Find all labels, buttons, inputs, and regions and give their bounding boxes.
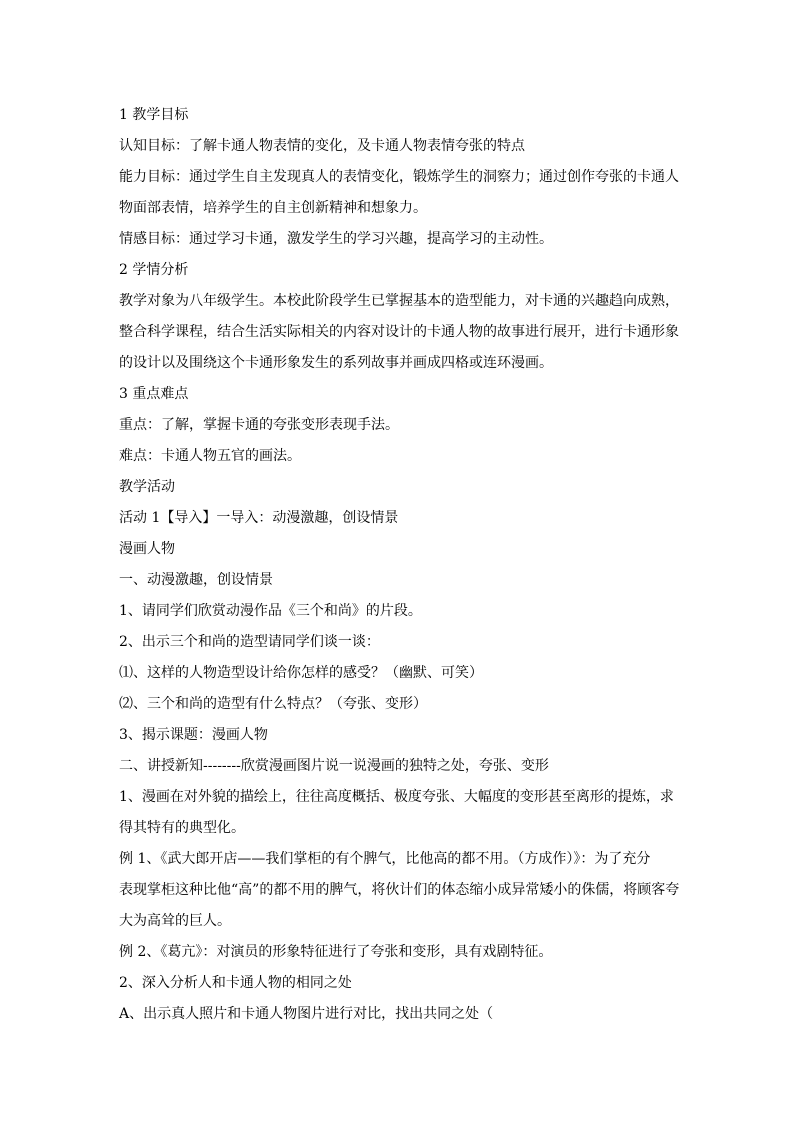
paragraph-key-point: 重点：了解，掌握卡通的夸张变形表现手法。 [119, 417, 399, 433]
paragraph-activity-1: 活动 1【导入】一导入：动漫激趣，创设情景 [119, 510, 399, 526]
list-item-a: A、出示真人照片和卡通人物图片进行对比，找出共同之处（ [119, 1006, 494, 1022]
heading-student-analysis: 2 学情分析 [119, 262, 189, 278]
list-item-3: 3、揭示课题：漫画人物 [119, 727, 268, 743]
heading-section-one: 一、动漫激趣，创设情景 [119, 572, 273, 588]
paragraph-example-2: 例 2、《葛亢》：对演员的形象特征进行了夸张和变形，具有戏剧特征。 [119, 944, 553, 960]
document-body [119, 100, 679, 1030]
paragraph-student-analysis: 教学对象为八年级学生。本校此阶段学生已掌握基本的造型能力，对卡通的兴趣趋向成熟， 整合科学课程，结合生活实际相关的内容对设计的卡通人物的故事进行展开，进行卡通形象 的设计以及围绕这个卡通形象发生的系列故事并画成四格或连环漫画。 [119, 293, 679, 371]
list-item-1: 1、请同学们欣赏动漫作品《三个和尚》的片段。 [119, 603, 422, 619]
heading-key-points: 3 重点难点 [119, 386, 189, 402]
paragraph-cognitive-goal: 认知目标：了解卡通人物表情的变化，及卡通人物表情夸张的特点 [119, 138, 525, 154]
paragraph-lesson-title: 漫画人物 [119, 541, 175, 557]
paragraph-example-1: 例 1、《武大郎开店——我们掌柜的有个脾气，比他高的都不用。（方成作）》：为了充分 表现掌柜这种比他“高”的都不用的脾气，将伙计们的体态缩小成异常矮小的侏儒，将顾客夸 大为高耸的巨人。 [119, 851, 680, 929]
paragraph-ability-goal: 能力目标：通过学生自主发现真人的表情变化，锻炼学生的洞察力；通过创作夸张的卡通人 物面部表情，培养学生的自主创新精神和想象力。 [119, 169, 679, 216]
heading-section-two: 二、讲授新知--------欣赏漫画图片说一说漫画的独特之处，夸张、变形 [119, 758, 549, 774]
heading-teaching-activities: 教学活动 [119, 479, 175, 495]
paragraph-emotion-goal: 情感目标：通过学习卡通，激发学生的学习兴趣，提高学习的主动性。 [119, 231, 553, 247]
paragraph-difficulty: 难点：卡通人物五官的画法。 [119, 448, 301, 464]
heading-teaching-goals: 1 教学目标 [119, 107, 189, 123]
sub-item-1: ⑴、这样的人物造型设计给你怎样的感受？（幽默、可笑） [119, 665, 483, 681]
paragraph-comic-features: 1、漫画在对外貌的描绘上，往往高度概括、极度夸张、大幅度的变形甚至离形的提炼，求 得其特有的典型化。 [119, 789, 674, 836]
sub-item-2: ⑵、三个和尚的造型有什么特点？（夸张、变形） [119, 696, 427, 712]
list-item-2: 2、出示三个和尚的造型请同学们谈一谈： [119, 634, 380, 650]
list-item-deep-analysis: 2、深入分析人和卡通人物的相同之处 [119, 975, 352, 991]
